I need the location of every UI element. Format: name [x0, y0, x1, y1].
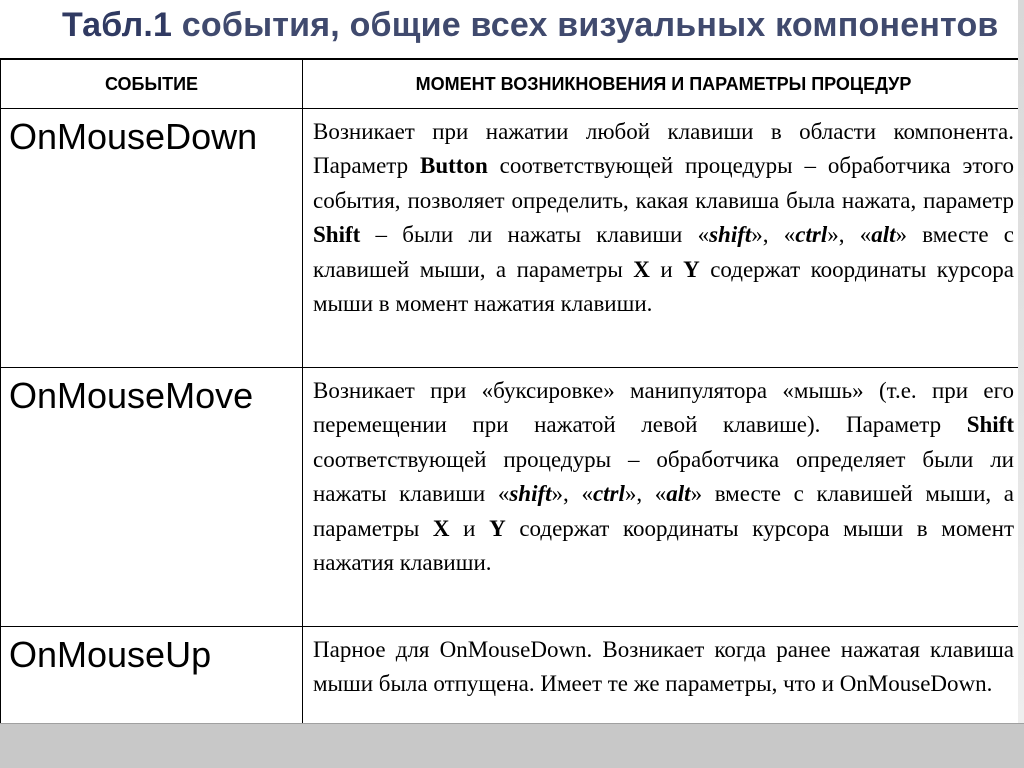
slide-title — [62, 6, 999, 45]
desc-text: Возникает при нажатии любой клавиши в области компонента. Параметр — [313, 119, 1014, 178]
desc-text: », « — [625, 481, 666, 506]
event-description — [303, 368, 1024, 627]
desc-text: – были ли нажаты клавиши « — [360, 222, 709, 247]
title-table-number: Табл.1 — [62, 6, 172, 44]
desc-param: Button — [420, 153, 488, 178]
desc-key: alt — [871, 222, 895, 247]
desc-param: Shift — [313, 222, 360, 247]
event-name: OnMouseUp — [1, 627, 303, 740]
table-row — [1, 368, 1024, 627]
desc-text: соответствующей процедуры – обработчика этого события, позволяет определить, какая клавиша была нажата, параметр — [313, 153, 1014, 212]
desc-param: Y — [489, 516, 506, 541]
desc-text: », « — [552, 481, 593, 506]
desc-text: содержат координаты курсора мыши в момент нажатия клавиши. — [313, 257, 1014, 316]
desc-text: » вместе с клавишей мыши, а параметры — [313, 222, 1014, 281]
desc-param: Shift — [967, 412, 1014, 437]
desc-key: alt — [666, 481, 690, 506]
desc-text: », « — [827, 222, 871, 247]
title-bar — [0, 0, 1024, 58]
desc-text: Возникает при «буксировке» манипулятора «мышь» (т.е. при его перемещении при нажатой левой клавише). Параметр — [313, 378, 1014, 437]
desc-text: » вместе с клавишей мыши, а параметры — [313, 481, 1014, 540]
desc-param: X — [633, 257, 650, 282]
table-header-row — [1, 59, 1024, 109]
desc-key: ctrl — [795, 222, 827, 247]
header-event: СОБЫТИЕ — [1, 59, 303, 109]
table-row — [1, 109, 1024, 368]
slide-edge-shadow — [1018, 0, 1024, 723]
events-table — [0, 58, 1024, 740]
desc-text: и — [650, 257, 683, 282]
desc-text: содержат координаты курсора мыши в момент нажатия клавиши. — [313, 516, 1014, 575]
footer-bar — [0, 723, 1024, 768]
desc-text: Парное для OnMouseDown. Возникает когда ранее нажатая клавиша мыши была отпущена. Имеет те же параметры, что и OnMouseDown. — [313, 637, 1014, 696]
desc-key: ctrl — [593, 481, 625, 506]
desc-param: Y — [683, 257, 700, 282]
event-description — [303, 109, 1024, 368]
desc-key: shift — [509, 481, 551, 506]
header-description: МОМЕНТ ВОЗНИКНОВЕНИЯ И ПАРАМЕТРЫ ПРОЦЕДУР — [303, 59, 1024, 109]
event-name: OnMouseDown — [1, 109, 303, 368]
desc-text: », « — [751, 222, 795, 247]
desc-text: соответствующей процедуры – обработчика определяет были ли нажаты клавиши « — [313, 447, 1014, 506]
event-name: OnMouseMove — [1, 368, 303, 627]
desc-param: X — [433, 516, 450, 541]
desc-key: shift — [709, 222, 751, 247]
title-text: события, общие всех визуальных компонентов — [172, 6, 998, 44]
desc-text: и — [450, 516, 490, 541]
